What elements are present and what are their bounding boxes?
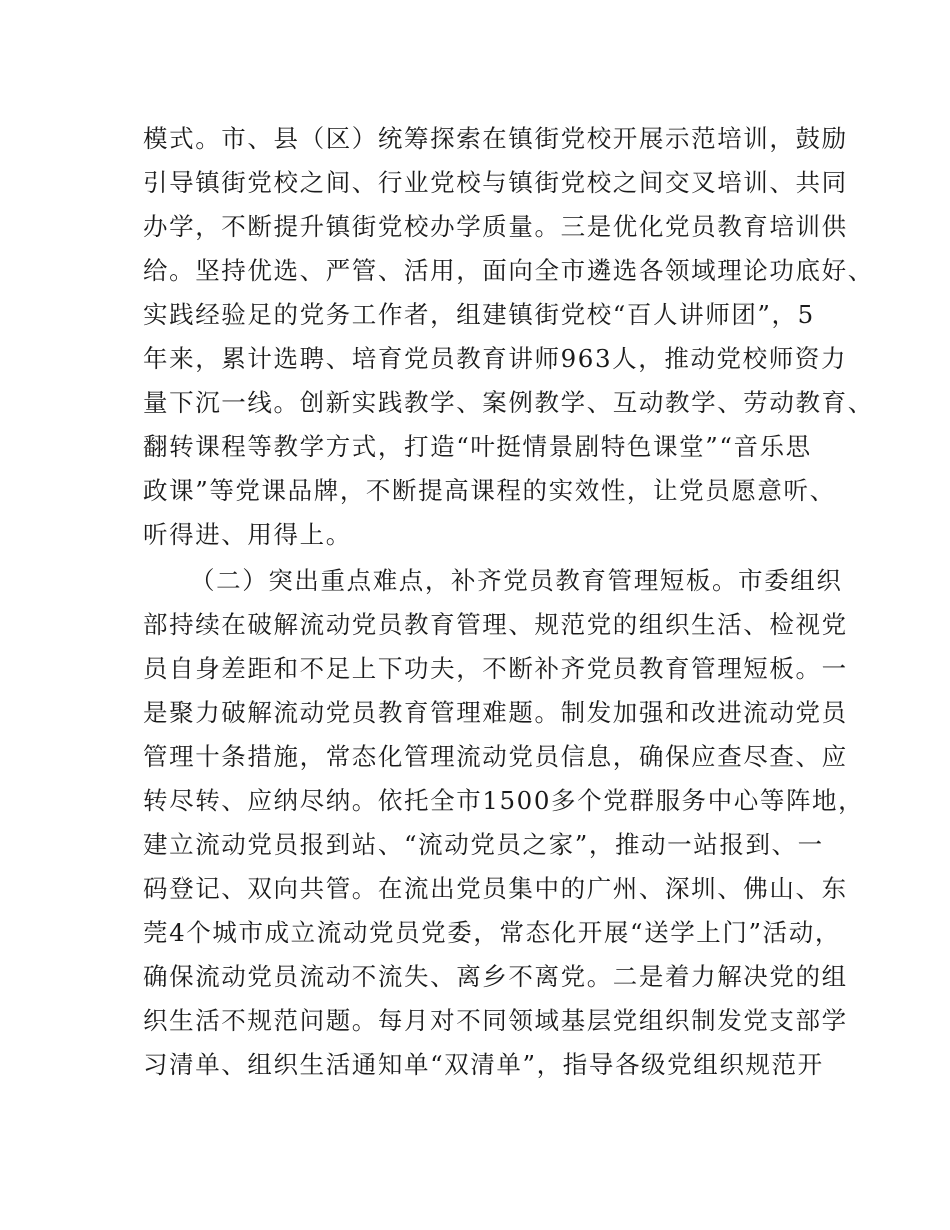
text-line: 引导镇街党校之间、行业党校与镇街党校之间交叉培训、共同 — [143, 168, 848, 197]
text-line: 确保流动党员流动不流失、离乡不离党。二是着力解决党的组 — [143, 962, 848, 991]
text-line: 织生活不规范问题。每月对不同领域基层党组织制发党支部学 — [143, 1006, 848, 1035]
text-line: 是聚力破解流动党员教育管理难题。制发加强和改进流动党员 — [143, 698, 848, 727]
text-line: 转尽转、应纳尽纳。依托全市1500多个党群服务中心等阵地， — [143, 786, 865, 815]
text-line: 莞4个城市成立流动党员党委，常态化开展“送学上门”活动， — [143, 918, 841, 947]
text-line: 翻转课程等教学方式，打造“叶挺情景剧特色课堂”“音乐思 — [143, 432, 812, 461]
text-line: 听得进、用得上。 — [143, 520, 352, 549]
text-line: 模式。市、县（区）统筹探索在镇街党校开展示范培训，鼓励 — [143, 124, 848, 153]
text-line: 量下沉一线。创新实践教学、案例教学、互动教学、劳动教育、 — [143, 388, 874, 417]
text-line: 建立流动党员报到站、“流动党员之家”，推动一站报到、一 — [143, 830, 824, 859]
text-line: 管理十条措施，常态化管理流动党员信息，确保应查尽查、应 — [143, 742, 848, 771]
section-heading-line: （二）突出重点难点，补齐党员教育管理短板。市委组织 — [190, 566, 843, 595]
text-line: 实践经验足的党务工作者，组建镇街党校“百人讲师团”，5 — [143, 300, 815, 329]
text-line: 部持续在破解流动党员教育管理、规范党的组织生活、检视党 — [143, 610, 848, 639]
text-line: 办学，不断提升镇街党校办学质量。三是优化党员教育培训供 — [143, 212, 848, 241]
text-line: 政课”等党课品牌，不断提高课程的实效性，让党员愿意听、 — [143, 476, 836, 505]
text-line: 给。坚持优选、严管、活用，面向全市遴选各领域理论功底好、 — [143, 256, 874, 285]
text-line: 年来，累计选聘、培育党员教育讲师963人，推动党校师资力 — [143, 344, 848, 373]
text-line: 员自身差距和不足上下功夫，不断补齐党员教育管理短板。一 — [143, 654, 848, 683]
text-line: 码登记、双向共管。在流出党员集中的广州、深圳、佛山、东 — [143, 874, 848, 903]
text-line: 习清单、组织生活通知单“双清单”，指导各级党组织规范开 — [143, 1050, 824, 1079]
